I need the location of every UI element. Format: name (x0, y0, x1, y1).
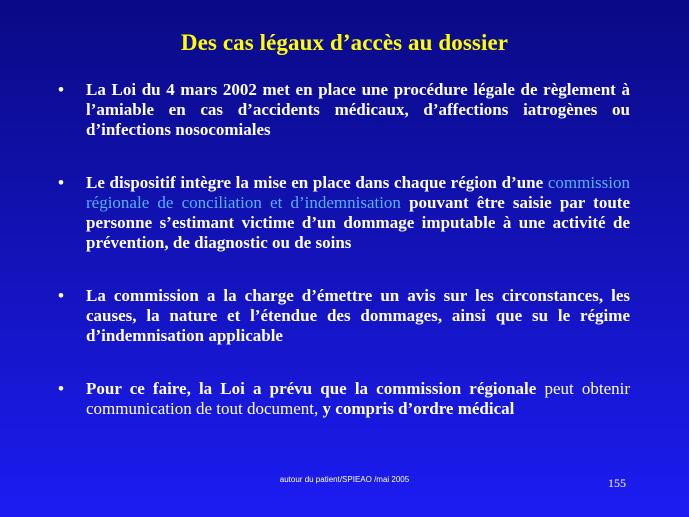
bullet-item (58, 80, 630, 140)
bullet-text: pouvant être saisie par toute personne s’estimant victime d’un dommage imputable à une activité de prévention, de diagnostic ou de soins (86, 193, 630, 252)
bullet-text: La commission a la charge d’émettre un avis sur les circonstances, les causes, la nature et l’étendue des dommages, ainsi que su le régime d’indemnisation applicable (86, 286, 630, 345)
bullet-item (58, 379, 630, 419)
bullet-item (58, 286, 630, 346)
bullet-text: Pour ce faire, la Loi a prévu que la commission régionale (86, 379, 545, 398)
bullet-text: Le dispositif intègre la mise en place dans chaque région d’une (86, 173, 548, 192)
bullet-plain-text: peut obtenir communication de tout document, (86, 379, 630, 418)
bullet-text: y compris d’ordre médical (318, 399, 515, 418)
bullet-icon: • (58, 286, 64, 305)
page-number: 155 (608, 476, 626, 490)
bullet-icon: • (58, 80, 64, 99)
slide-title: Des cas légaux d’accès au dossier (180, 30, 509, 55)
bullet-text: La Loi du 4 mars 2002 met en place une procédure légale de règlement à l’amiable en cas d’accidents médicaux, d’affections iatrogènes ou d’infections nosocomiales (86, 80, 630, 139)
bullet-icon: • (58, 379, 64, 398)
bullet-icon: • (58, 173, 64, 192)
bullet-item (58, 173, 630, 253)
footer-text: autour du patient/SPIEAO /mai 2005 (279, 475, 410, 484)
bullet-highlight-text: commission régionale de conciliation et d’indemnisation (86, 173, 630, 212)
bullet-list (58, 80, 630, 419)
